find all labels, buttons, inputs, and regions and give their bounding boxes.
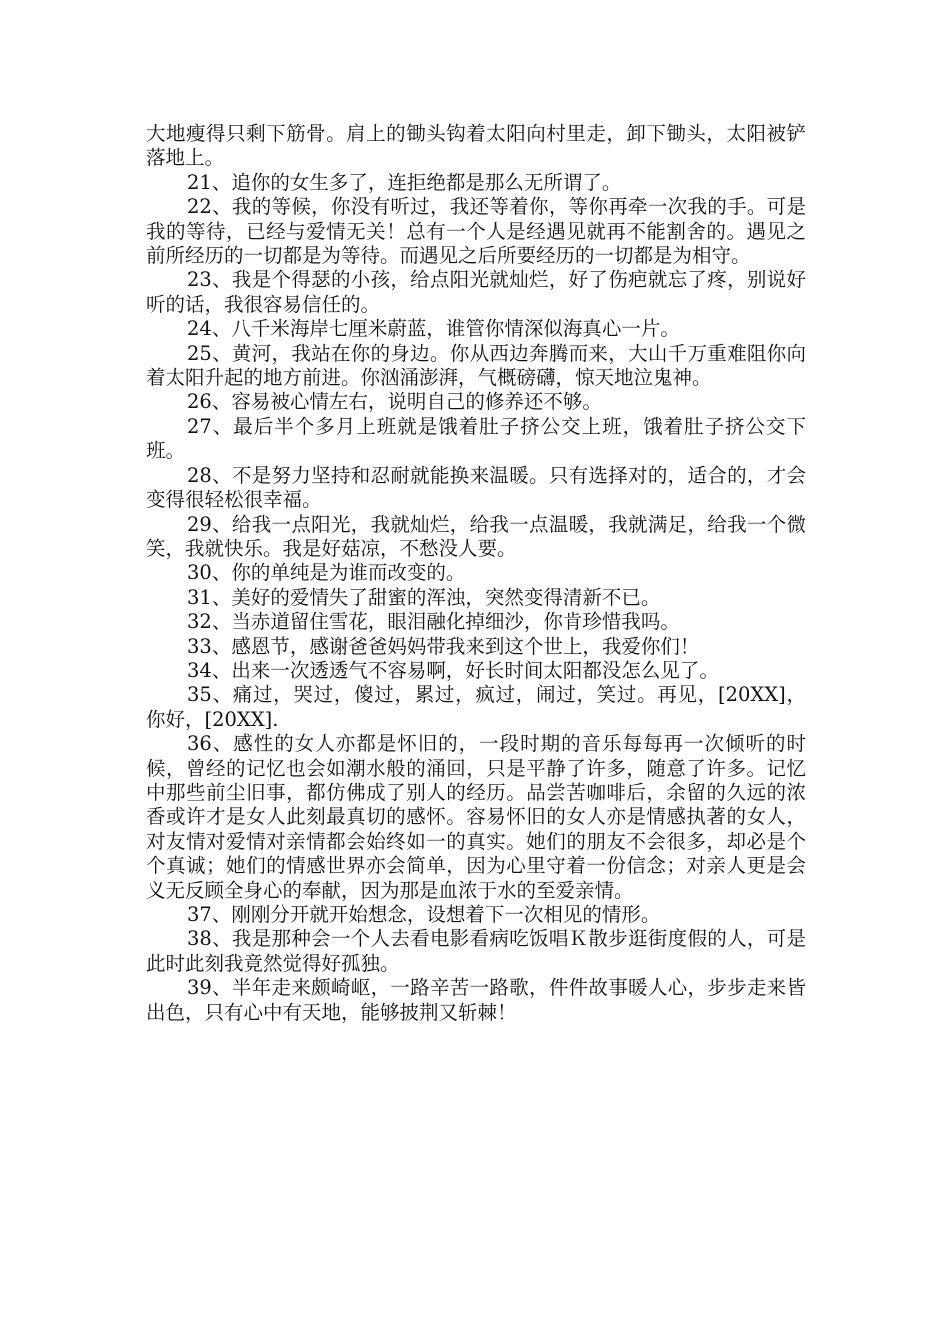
paragraph: 32、当赤道留住雪花，眼泪融化掉细沙，你肯珍惜我吗。 — [187, 610, 680, 634]
paragraph: 33、感恩节，感谢爸爸妈妈带我来到这个世上，我爱你们！ — [187, 634, 700, 658]
paragraph: 37、刚刚分开就开始想念，设想着下一次相见的情形。 — [187, 903, 661, 926]
paragraph: 34、出来一次透透气不容易啊，好长时间太阳都没怎么见了。 — [187, 658, 719, 682]
paragraph: 29、给我一点阳光，我就灿烂，给我一点温暖，我就满足，给我一个微笑，我就快乐。我是好菇凉，不愁没人要。 — [146, 512, 806, 560]
paragraph: 22、我的等候，你没有听过，我还等着你，等你再牵一次我的手。可是我的等待，已经与爱情无关！总有一个人是经遇见就再不能割舍的。遇见之前所经历的一切都是为等待。而遇见之后所要经历的一切都是为相守。 — [146, 195, 806, 268]
paragraph: 26、容易被心情左右，说明自己的修养还不够。 — [187, 390, 602, 414]
document-page — [146, 122, 806, 1025]
paragraph: 39、半年走来颇崎岖，一路辛苦一路歌，件件故事暖人心，步步走来皆出色，只有心中有天地，能够披荆又斩棘！ — [146, 976, 806, 1024]
paragraph: 31、美好的爱情失了甜蜜的浑浊，突然变得清新不已。 — [187, 585, 661, 609]
paragraph: 28、不是努力坚持和忍耐就能换来温暖。只有选择对的，适合的，才会变得很轻松很幸福。 — [146, 463, 806, 512]
paragraph: 30、你的单纯是为谁而改变的。 — [187, 561, 466, 585]
paragraph: 36、感性的女人亦都是怀旧的，一段时期的音乐每每再一次倾听的时候，曾经的记忆也会如潮水般的涌回，只是平静了许多，随意了许多。记忆中那些前尘旧事，都仿佛成了别人的经历。品尝苦咖啡后，余留的久远的浓香或许才是女人此刻最真切的感怀。容易怀旧的女人亦是情感执著的女人，对友情对爱情对亲情都会始终如一的真实。她们的朋友不会很多，却必是个个真诚；她们的情感世界亦会简单，因为心里守着一份信念；对亲人更是会义无反顾全身心的奉献，因为那是血浓于水的至爱亲情。 — [146, 732, 806, 902]
paragraph: 25、黄河，我站在你的身边。你从西边奔腾而来，大山千万重难阻你向着太阳升起的地方前进。你汹涌澎湃，气概磅礴，惊天地泣鬼神。 — [146, 341, 806, 390]
paragraph: 24、八千米海岸七厘米蔚蓝，谁管你情深似海真心一片。 — [187, 317, 680, 341]
paragraph: 35、痛过，哭过，傻过，累过，疯过，闹过，笑过。再见，[20XX]，你好，[20XX]. — [146, 683, 806, 731]
paragraph: 23、我是个得瑟的小孩，给点阳光就灿烂，好了伤疤就忘了疼，别说好听的话，我很容易信任的。 — [146, 268, 806, 316]
paragraph: 38、我是那种会一个人去看电影看病吃饭唱Ｋ散步逛街度假的人，可是此时此刻我竟然觉得好孤独。 — [146, 927, 806, 975]
paragraph: 21、追你的女生多了，连拒绝都是那么无所谓了。 — [187, 170, 622, 194]
paragraph: 27、最后半个多月上班就是饿着肚子挤公交上班，饿着肚子挤公交下班。 — [146, 414, 806, 463]
paragraph: 大地瘦得只剩下筋骨。肩上的锄头钩着太阳向村里走，卸下锄头，太阳被铲落地上。 — [146, 122, 806, 170]
